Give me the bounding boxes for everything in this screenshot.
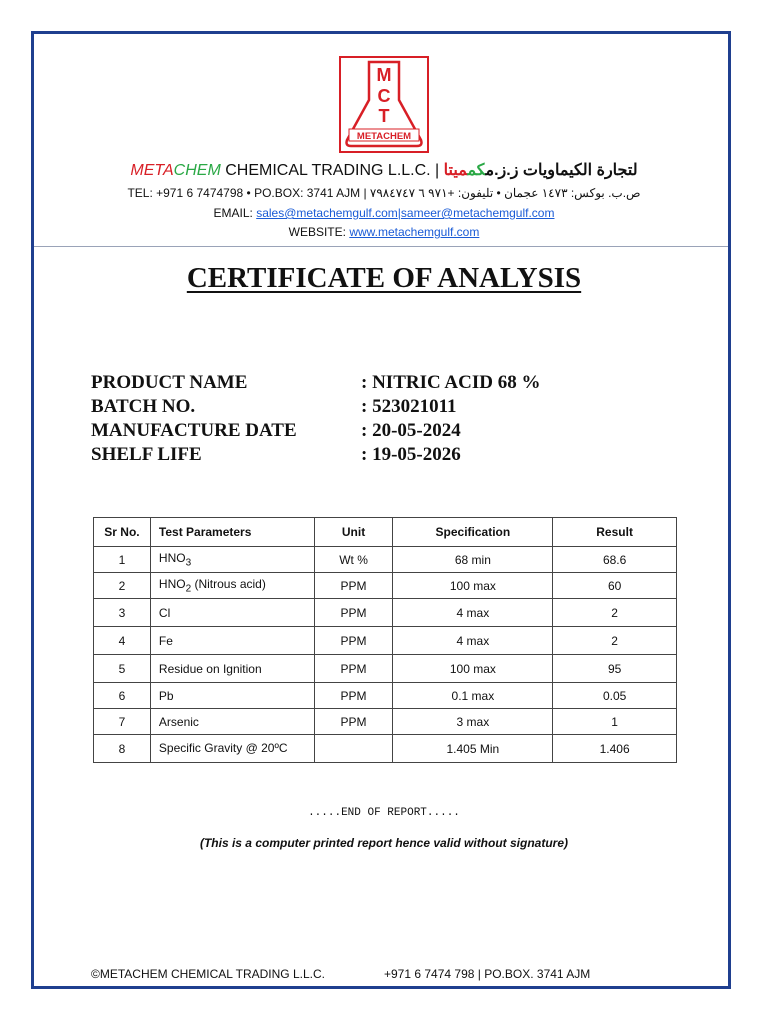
cell-result: 0.05 (553, 683, 677, 709)
cell-unit: PPM (314, 683, 393, 709)
contact-website-line (0, 225, 768, 239)
metachem-logo (339, 56, 429, 153)
logo-letter-c: C (377, 86, 391, 106)
table-row (94, 599, 677, 627)
cell-sr: 7 (94, 709, 151, 735)
cell-unit: PPM (314, 655, 393, 683)
end-of-report: .....END OF REPORT..... (308, 807, 460, 819)
table-row (94, 627, 677, 655)
signature-note: (This is a computer printed report hence valid without signature) (199, 836, 569, 850)
table-row (94, 655, 677, 683)
cell-param: Pb (150, 683, 314, 709)
cell-unit: PPM (314, 573, 393, 599)
cell-param: Specific Gravity @ 20ºC (150, 735, 314, 763)
table-row (94, 573, 677, 599)
logo-letter-t: T (378, 106, 390, 126)
col-header-specification: Specification (393, 518, 553, 547)
info-label: MANUFACTURE DATE (91, 420, 297, 441)
cell-param: $HNO_2$ (Nitrous acid) (150, 573, 314, 599)
info-row-batch-no (91, 395, 540, 419)
product-info (91, 371, 540, 467)
cell-sr: 2 (94, 573, 151, 599)
cell-param: Arsenic (150, 709, 314, 735)
cell-param: $HNO_3$ (150, 547, 314, 573)
cell-spec: 1.405 Min (393, 735, 553, 763)
email-separator: | (397, 206, 401, 220)
cell-sr: 5 (94, 655, 151, 683)
cell-spec: 0.1 max (393, 683, 553, 709)
company-name-arabic-kam: كم (467, 162, 486, 179)
email-link-sales[interactable]: sales@metachemgulf.com (256, 206, 398, 220)
cell-result: 68.6 (553, 547, 677, 573)
document-title: CERTIFICATE OF ANALYSIS (186, 262, 582, 294)
cell-param: Residue on Ignition (150, 655, 314, 683)
cell-result: 2 (553, 627, 677, 655)
footer-contact: +971 6 7474 798 | PO.BOX. 3741 AJM (384, 967, 591, 981)
footer-company: ©METACHEM CHEMICAL TRADING L.L.C. (91, 967, 325, 981)
table-row (94, 735, 677, 763)
cell-unit (314, 735, 393, 763)
cell-spec: 4 max (393, 599, 553, 627)
company-name-chem: CHEM (173, 162, 221, 179)
cell-param: Cl (150, 599, 314, 627)
cell-result: 60 (553, 573, 677, 599)
info-row-shelf-life (91, 443, 540, 467)
cell-spec: 3 max (393, 709, 553, 735)
info-value: : 523021011 (361, 396, 457, 417)
cell-result: 1.406 (553, 735, 677, 763)
cell-spec: 4 max (393, 627, 553, 655)
cell-unit: PPM (314, 709, 393, 735)
contact-email-line (0, 206, 768, 220)
header-divider (34, 246, 728, 247)
website-label: WEBSITE: (288, 225, 350, 239)
company-name-arabic-mita: ميتا (443, 162, 468, 179)
col-header-test-parameters: Test Parameters (150, 518, 314, 547)
email-label: EMAIL: (213, 206, 257, 220)
company-name-rest: CHEMICAL TRADING L.L.C. | (220, 162, 444, 179)
info-row-product-name (91, 371, 540, 395)
table-header-row (94, 518, 677, 547)
cell-spec: 68 min (393, 547, 553, 573)
company-name-line (0, 160, 768, 180)
cell-sr: 3 (94, 599, 151, 627)
cell-sr: 6 (94, 683, 151, 709)
table-row (94, 709, 677, 735)
info-label: SHELF LIFE (91, 444, 202, 465)
company-name-meta: META (130, 162, 174, 179)
cell-sr: 1 (94, 547, 151, 573)
company-name-arabic-rest: لتجارة الكيماويات ز.ز.م (485, 162, 638, 179)
info-label: PRODUCT NAME (91, 372, 248, 393)
logo-text: METACHEM (356, 131, 412, 142)
email-link-sameer[interactable]: sameer@metachemgulf.com (400, 206, 555, 220)
info-value: : 19-05-2026 (361, 444, 461, 465)
cell-unit: PPM (314, 627, 393, 655)
cell-sr: 8 (94, 735, 151, 763)
table-row (94, 683, 677, 709)
cell-unit: Wt % (314, 547, 393, 573)
contact-tel-line: TEL: +971 6 7474798 • PO.BOX: 3741 AJM | ص.ب. بوكس: ١٤٧٣ عجمان • تليفون: +٩٧١ ٦ ٧٩٨٤٧٤٧ (127, 186, 641, 200)
cell-result: 1 (553, 709, 677, 735)
col-header-result: Result (553, 518, 677, 547)
cell-param: Fe (150, 627, 314, 655)
cell-spec: 100 max (393, 655, 553, 683)
cell-unit: PPM (314, 599, 393, 627)
info-value: : 20-05-2024 (361, 420, 461, 441)
info-row-manufacture-date (91, 419, 540, 443)
info-value: : NITRIC ACID 68 % (361, 372, 541, 393)
cell-spec: 100 max (393, 573, 553, 599)
cell-result: 95 (553, 655, 677, 683)
analysis-table (93, 517, 677, 763)
info-label: BATCH NO. (91, 396, 196, 417)
col-header-sr-no: Sr No. (94, 518, 151, 547)
col-header-unit: Unit (314, 518, 393, 547)
website-link[interactable]: www.metachemgulf.com (349, 225, 480, 239)
cell-result: 2 (553, 599, 677, 627)
cell-sr: 4 (94, 627, 151, 655)
table-row (94, 547, 677, 573)
logo-letter-m: M (376, 65, 392, 85)
